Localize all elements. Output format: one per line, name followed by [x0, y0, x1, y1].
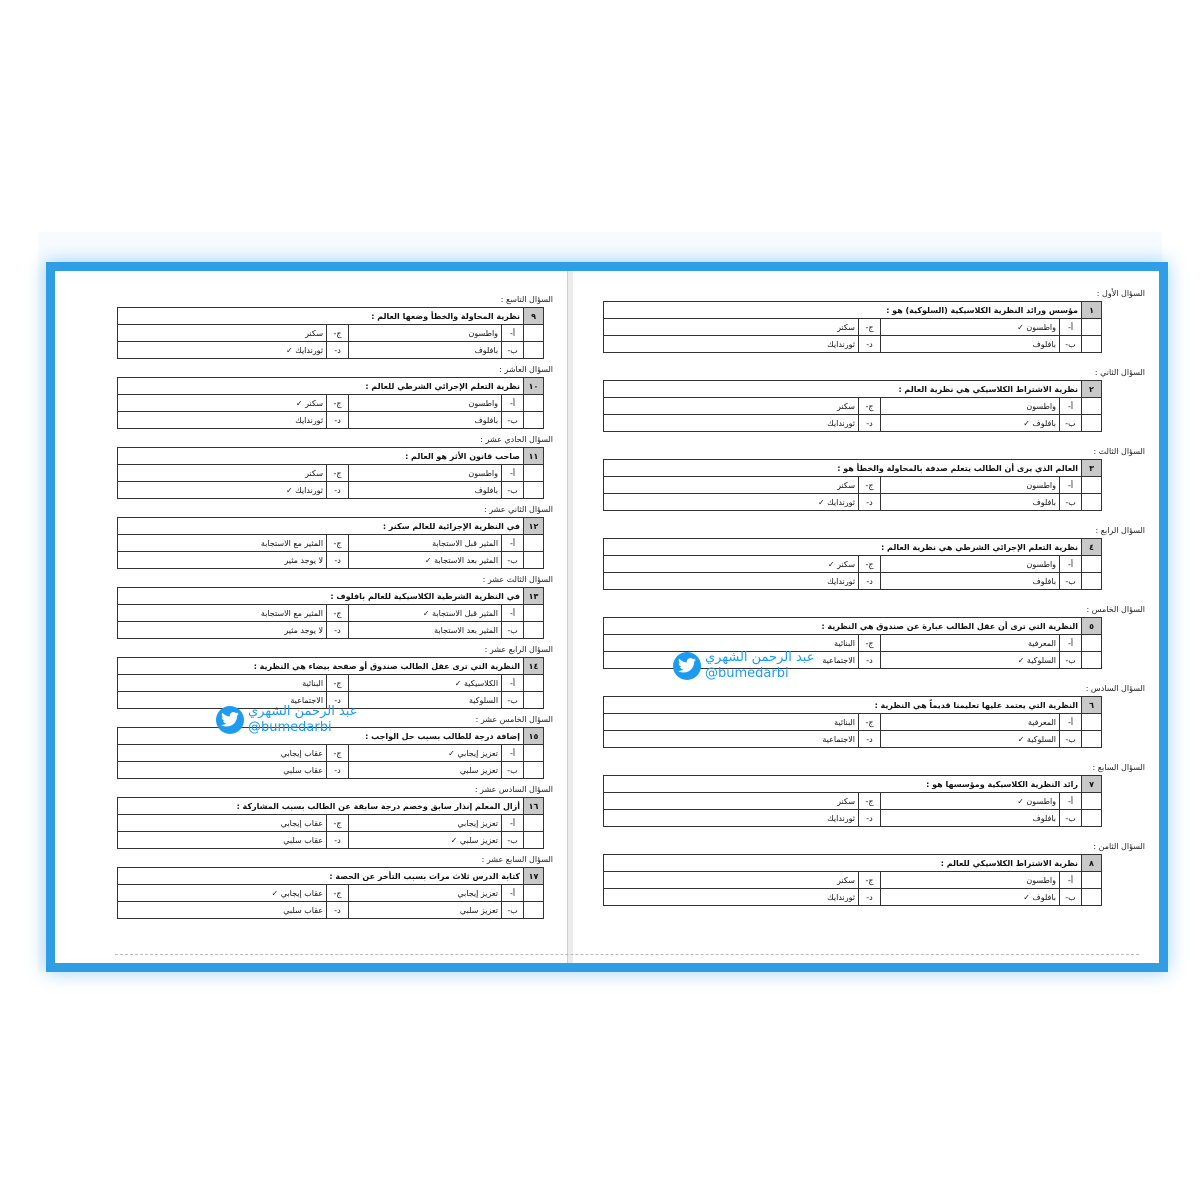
question-heading: السؤال الثاني عشر : — [483, 505, 553, 514]
option-letter: ب- — [1060, 415, 1082, 432]
option-letter: ب- — [1060, 731, 1082, 748]
option-letter: أ- — [502, 815, 524, 832]
option-letter: د- — [327, 832, 349, 849]
option-b: السلوكية ✓ — [881, 652, 1060, 669]
question-table — [603, 459, 1102, 511]
option-d: ثورندايك ✓ — [118, 482, 327, 499]
option-c: البنائية — [118, 675, 327, 692]
question-number: ١٥ — [524, 728, 544, 745]
option-letter: ج- — [327, 535, 349, 552]
option-b: تعزيز سلبي ✓ — [349, 832, 502, 849]
option-b: تعزيز سلبي — [349, 902, 502, 919]
option-c: البنائية — [604, 635, 859, 652]
question-stem: كتابة الدرس ثلاث مرات بسبب التأخر عن الحصة : — [118, 868, 524, 885]
option-letter: ب- — [502, 762, 524, 779]
question-stem: نظرية التعلم الإجرائي الشرطي هي نظرية العالم : — [604, 539, 1082, 556]
option-letter: أ- — [502, 535, 524, 552]
option-letter: ب- — [1060, 889, 1082, 906]
option-a: واطسون — [349, 465, 502, 482]
option-letter: أ- — [502, 885, 524, 902]
option-letter: د- — [327, 762, 349, 779]
option-letter: ب- — [502, 902, 524, 919]
watermark-handle: @bumedarbi — [705, 666, 789, 681]
question-stem: صاحب قانون الأثر هو العالم : — [118, 448, 524, 465]
option-letter: أ- — [1060, 714, 1082, 731]
option-letter: أ- — [502, 395, 524, 412]
question-heading: السؤال السادس عشر : — [474, 785, 553, 794]
question-heading: السؤال الثالث عشر : — [482, 575, 553, 584]
option-letter: ج- — [327, 605, 349, 622]
question-stem: مؤسس ورائد النظرية الكلاسيكية (السلوكية) هو : — [604, 302, 1082, 319]
option-letter: أ- — [502, 605, 524, 622]
option-letter: ب- — [1060, 573, 1082, 590]
question-stem: النظرية التي ترى عقل الطالب صندوق أو صفحة بيضاء هي النظرية : — [118, 658, 524, 675]
option-b: السلوكية ✓ — [881, 731, 1060, 748]
option-letter: د- — [859, 889, 881, 906]
question-stem: نظرية المحاولة والخطأ وضعها العالم : — [118, 308, 524, 325]
option-letter: ب- — [502, 552, 524, 569]
option-letter: ب- — [502, 832, 524, 849]
option-letter: ج- — [327, 395, 349, 412]
option-d: ثورندايك — [118, 412, 327, 429]
option-d: لا يوجد مثير — [118, 622, 327, 639]
option-c: المثير مع الاستجابة — [118, 535, 327, 552]
question-heading: السؤال الثالث : — [1093, 447, 1145, 456]
question-number: ٥ — [1082, 618, 1102, 635]
question-stem: رائد النظرية الكلاسيكية ومؤسسها هو : — [604, 776, 1082, 793]
question-number: ١٠ — [524, 378, 544, 395]
question-heading: السؤال السادس : — [1085, 684, 1145, 693]
option-letter: ج- — [859, 556, 881, 573]
option-letter: ج- — [859, 398, 881, 415]
option-c: سكنر ✓ — [118, 395, 327, 412]
option-a: واطسون — [349, 325, 502, 342]
option-letter: ج- — [859, 872, 881, 889]
option-letter: د- — [859, 336, 881, 353]
option-letter: أ- — [1060, 635, 1082, 652]
question-table — [603, 775, 1102, 827]
question-stem: في النظرية الشرطية الكلاسيكية للعالم بافلوف : — [118, 588, 524, 605]
option-c: المثير مع الاستجابة — [118, 605, 327, 622]
option-d: الاجتماعية — [118, 692, 327, 709]
option-d: ثورندايك — [604, 336, 859, 353]
question-stem: النظرية التي ترى أن عقل الطالب عبارة عن صندوق هي النظرية : — [604, 618, 1082, 635]
option-b: بافلوف — [349, 482, 502, 499]
option-letter: ج- — [327, 745, 349, 762]
twitter-icon — [673, 652, 701, 680]
option-letter: د- — [327, 622, 349, 639]
question-table — [117, 447, 544, 499]
question-heading: السؤال الأول : — [1096, 289, 1145, 298]
option-letter: ج- — [859, 714, 881, 731]
option-letter: ج- — [327, 885, 349, 902]
option-letter: أ- — [1060, 872, 1082, 889]
option-letter: د- — [327, 482, 349, 499]
option-letter: ب- — [502, 622, 524, 639]
option-letter: ب- — [1060, 494, 1082, 511]
question-heading: السؤال التاسع : — [500, 295, 553, 304]
question-number: ١٧ — [524, 868, 544, 885]
question-heading: السؤال الخامس عشر : — [475, 715, 553, 724]
question-table — [117, 377, 544, 429]
option-d: عقاب سلبي — [118, 832, 327, 849]
option-letter: أ- — [502, 675, 524, 692]
question-table — [117, 587, 544, 639]
option-a: الكلاسيكية ✓ — [349, 675, 502, 692]
option-letter: د- — [859, 573, 881, 590]
option-letter: ب- — [502, 412, 524, 429]
option-c: سكنر ✓ — [604, 556, 859, 573]
option-a: واطسون — [349, 395, 502, 412]
footer-line — [115, 954, 1139, 955]
option-d: ثورندايك — [604, 810, 859, 827]
option-c: سكنر — [604, 477, 859, 494]
option-b: تعزيز سلبي — [349, 762, 502, 779]
watermark-name: عبد الرحمن الشهري — [248, 704, 358, 719]
option-b: بافلوف — [881, 810, 1060, 827]
option-d: الاجتماعية — [604, 731, 859, 748]
option-b: المثير بعد الاستجابة ✓ — [349, 552, 502, 569]
question-number: ١٣ — [524, 588, 544, 605]
option-letter: ب- — [502, 692, 524, 709]
option-c: سكنر — [604, 872, 859, 889]
option-letter: ج- — [327, 675, 349, 692]
option-a: واطسون — [881, 477, 1060, 494]
option-letter: د- — [859, 731, 881, 748]
option-a: واطسون — [881, 556, 1060, 573]
watermark-name: عبد الرحمن الشهري — [705, 650, 815, 665]
option-a: تعزيز إيجابي ✓ — [349, 745, 502, 762]
option-c: عقاب إيجابي — [118, 745, 327, 762]
option-letter: ب- — [1060, 652, 1082, 669]
option-a: واطسون — [881, 872, 1060, 889]
option-b: بافلوف ✓ — [881, 415, 1060, 432]
option-a: المعرفية — [881, 714, 1060, 731]
option-letter: ج- — [327, 325, 349, 342]
question-table — [117, 797, 544, 849]
option-letter: د- — [327, 902, 349, 919]
option-d: الاجتماعية — [604, 652, 859, 669]
option-d: ثورندايك ✓ — [604, 494, 859, 511]
option-d: ثورندايك — [604, 415, 859, 432]
option-a: المثير قبل الاستجابة ✓ — [349, 605, 502, 622]
option-c: سكنر — [604, 793, 859, 810]
question-table — [603, 538, 1102, 590]
question-heading: السؤال الثاني : — [1094, 368, 1145, 377]
question-stem: النظرية التي يعتمد عليها تعليمنا قديماً هي النظرية : — [604, 697, 1082, 714]
option-b: بافلوف — [881, 336, 1060, 353]
option-letter: أ- — [502, 745, 524, 762]
right-page — [573, 271, 1159, 963]
option-b: بافلوف ✓ — [881, 889, 1060, 906]
option-b: بافلوف — [349, 342, 502, 359]
question-number: ١١ — [524, 448, 544, 465]
option-letter: د- — [859, 415, 881, 432]
question-stem: نظرية التعلم الإجرائي الشرطي للعالم : — [118, 378, 524, 395]
question-stem: إضافة درجة للطالب بسبب حل الواجب : — [118, 728, 524, 745]
question-stem: نظرية الاشتراط الكلاسيكي للعالم : — [604, 855, 1082, 872]
question-number: ٧ — [1082, 776, 1102, 793]
question-stem: العالم الذي يرى أن الطالب يتعلم صدفة بالمحاولة والخطأ هو : — [604, 460, 1082, 477]
question-table — [603, 696, 1102, 748]
option-c: سكنر — [118, 465, 327, 482]
option-c: سكنر — [604, 319, 859, 336]
option-letter: أ- — [502, 325, 524, 342]
question-table — [117, 517, 544, 569]
question-number: ٢ — [1082, 381, 1102, 398]
question-number: ١٤ — [524, 658, 544, 675]
option-a: تعزيز إيجابي — [349, 815, 502, 832]
option-a: المثير قبل الاستجابة — [349, 535, 502, 552]
option-letter: د- — [327, 342, 349, 359]
option-letter: ب- — [1060, 810, 1082, 827]
option-c: عقاب إيجابي — [118, 815, 327, 832]
question-heading: السؤال السابع : — [1092, 763, 1145, 772]
option-d: عقاب سلبي — [118, 762, 327, 779]
option-c: عقاب إيجابي ✓ — [118, 885, 327, 902]
option-letter: ب- — [502, 482, 524, 499]
option-b: بافلوف — [881, 494, 1060, 511]
option-letter: ج- — [327, 465, 349, 482]
option-letter: د- — [859, 494, 881, 511]
option-letter: أ- — [1060, 398, 1082, 415]
worksheet-frame — [46, 262, 1168, 972]
option-a: واطسون ✓ — [881, 319, 1060, 336]
option-c: سكنر — [604, 398, 859, 415]
question-table — [603, 301, 1102, 353]
option-letter: د- — [327, 412, 349, 429]
option-letter: ج- — [327, 815, 349, 832]
question-number: ١٦ — [524, 798, 544, 815]
option-letter: ج- — [859, 319, 881, 336]
question-table — [117, 307, 544, 359]
option-a: واطسون ✓ — [881, 793, 1060, 810]
question-heading: السؤال الثامن : — [1093, 842, 1145, 851]
option-d: عقاب سلبي — [118, 902, 327, 919]
option-b: بافلوف — [349, 412, 502, 429]
option-b: السلوكية — [349, 692, 502, 709]
option-letter: د- — [859, 652, 881, 669]
question-number: ١ — [1082, 302, 1102, 319]
question-stem: في النظرية الإجرائية للعالم سكنر : — [118, 518, 524, 535]
question-stem: أزال المعلم إنذار سابق وخصم درجة سابقة عن الطالب بسبب المشاركة : — [118, 798, 524, 815]
option-a: تعزيز إيجابي — [349, 885, 502, 902]
option-letter: أ- — [502, 465, 524, 482]
question-stem: نظرية الاشتراط الكلاسيكي هي نظرية العالم : — [604, 381, 1082, 398]
question-number: ٨ — [1082, 855, 1102, 872]
option-letter: ج- — [859, 635, 881, 652]
option-letter: أ- — [1060, 793, 1082, 810]
question-heading: السؤال الرابع : — [1095, 526, 1145, 535]
option-letter: ج- — [859, 477, 881, 494]
question-table — [117, 657, 544, 709]
option-letter: د- — [327, 552, 349, 569]
watermark-handle: @bumedarbi — [248, 720, 332, 735]
question-heading: السؤال السابع عشر : — [481, 855, 553, 864]
option-letter: ب- — [1060, 336, 1082, 353]
option-letter: أ- — [1060, 319, 1082, 336]
option-letter: ب- — [502, 342, 524, 359]
question-number: ١٢ — [524, 518, 544, 535]
option-letter: أ- — [1060, 477, 1082, 494]
option-d: لا يوجد مثير — [118, 552, 327, 569]
question-table — [117, 867, 544, 919]
option-letter: أ- — [1060, 556, 1082, 573]
twitter-icon — [216, 706, 244, 734]
question-heading: السؤال الخامس : — [1086, 605, 1145, 614]
option-c: البنائية — [604, 714, 859, 731]
option-d: ثورندايك — [604, 573, 859, 590]
option-letter: ج- — [859, 793, 881, 810]
question-number: ٦ — [1082, 697, 1102, 714]
left-page — [55, 271, 567, 963]
question-number: ٩ — [524, 308, 544, 325]
question-table — [603, 854, 1102, 906]
question-heading: السؤال الحادي عشر : — [480, 435, 553, 444]
option-d: ثورندايك — [604, 889, 859, 906]
option-letter: د- — [327, 692, 349, 709]
option-a: واطسون — [881, 398, 1060, 415]
option-c: سكنر — [118, 325, 327, 342]
option-d: ثورندايك ✓ — [118, 342, 327, 359]
option-a: المعرفية — [881, 635, 1060, 652]
option-letter: د- — [859, 810, 881, 827]
option-b: بافلوف — [881, 573, 1060, 590]
question-heading: السؤال العاشر : — [499, 365, 553, 374]
question-number: ٤ — [1082, 539, 1102, 556]
question-number: ٣ — [1082, 460, 1102, 477]
question-table — [603, 380, 1102, 432]
question-heading: السؤال الرابع عشر : — [484, 645, 553, 654]
option-b: المثير بعد الاستجابة — [349, 622, 502, 639]
